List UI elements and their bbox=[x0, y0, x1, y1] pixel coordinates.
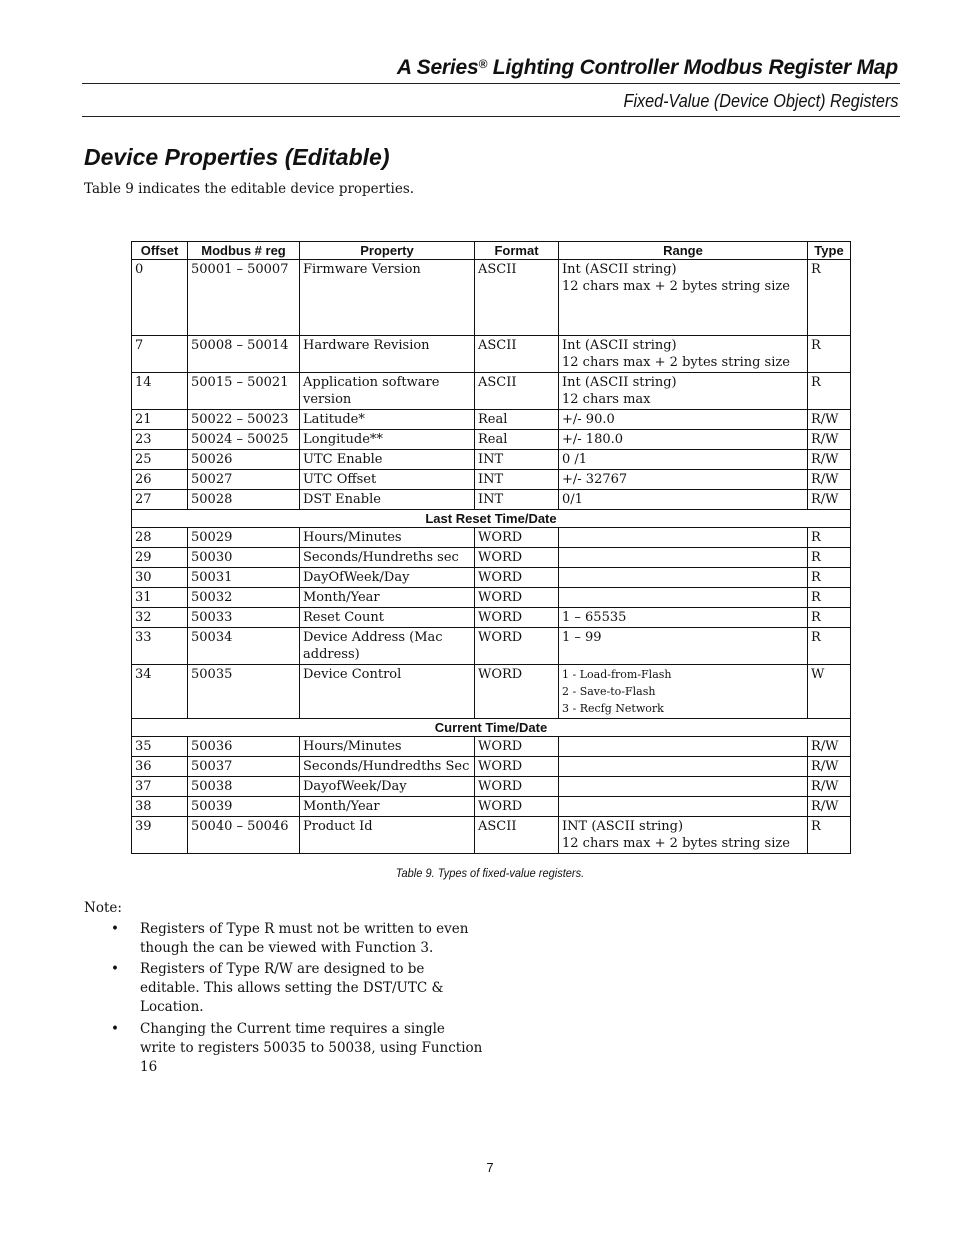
cell-modbus-reg: 50024 – 50025 bbox=[188, 430, 300, 450]
cell-modbus-reg: 50035 bbox=[188, 665, 300, 719]
range-line: Int (ASCII string) bbox=[562, 262, 677, 277]
cell-offset: 38 bbox=[132, 797, 188, 817]
column-header-format: Format bbox=[475, 242, 559, 260]
cell-modbus-reg: 50033 bbox=[188, 608, 300, 628]
cell-range bbox=[559, 757, 808, 777]
note-text: Registers of Type R must not be written to even though the can be viewed with Function 3. bbox=[140, 921, 469, 956]
cell-offset: 36 bbox=[132, 757, 188, 777]
cell-type: R bbox=[808, 817, 851, 854]
note-item bbox=[84, 920, 484, 958]
range-line: +/- 32767 bbox=[562, 472, 628, 487]
cell-format: WORD bbox=[475, 588, 559, 608]
cell-modbus-reg: 50029 bbox=[188, 528, 300, 548]
cell-range bbox=[559, 430, 808, 450]
table-row bbox=[132, 450, 851, 470]
cell-format: ASCII bbox=[475, 336, 559, 373]
table-row bbox=[132, 260, 851, 336]
cell-format: WORD bbox=[475, 797, 559, 817]
table-row bbox=[132, 665, 851, 719]
cell-property: Hours/Minutes bbox=[300, 528, 475, 548]
note-item bbox=[84, 960, 484, 1017]
cell-format: WORD bbox=[475, 665, 559, 719]
table-row bbox=[132, 568, 851, 588]
cell-offset: 30 bbox=[132, 568, 188, 588]
cell-modbus-reg: 50040 – 50046 bbox=[188, 817, 300, 854]
cell-offset: 7 bbox=[132, 336, 188, 373]
cell-type: R bbox=[808, 548, 851, 568]
table-row bbox=[132, 528, 851, 548]
cell-offset: 35 bbox=[132, 737, 188, 757]
cell-range bbox=[559, 490, 808, 510]
cell-property: UTC Offset bbox=[300, 470, 475, 490]
cell-type: R bbox=[808, 373, 851, 410]
cell-format: WORD bbox=[475, 757, 559, 777]
cell-offset: 33 bbox=[132, 628, 188, 665]
cell-offset: 31 bbox=[132, 588, 188, 608]
table-caption: Table 9. Types of fixed-value registers. bbox=[395, 866, 585, 880]
document-header-title bbox=[397, 56, 898, 80]
range-line: 12 chars max + 2 bytes string size bbox=[562, 355, 790, 370]
cell-format: WORD bbox=[475, 608, 559, 628]
cell-range bbox=[559, 568, 808, 588]
note-label: Note: bbox=[84, 900, 122, 916]
page-number: 7 bbox=[486, 1160, 494, 1175]
table-row bbox=[132, 757, 851, 777]
cell-modbus-reg: 50028 bbox=[188, 490, 300, 510]
header-rule-top bbox=[82, 83, 900, 84]
range-line: 3 - Recfg Network bbox=[562, 702, 664, 715]
cell-type: R/W bbox=[808, 430, 851, 450]
range-line: INT (ASCII string) bbox=[562, 819, 684, 834]
range-line: 1 - Load-from-Flash bbox=[562, 668, 672, 681]
cell-format: WORD bbox=[475, 528, 559, 548]
section-intro: Table 9 indicates the editable device properties. bbox=[84, 181, 415, 197]
bullet-icon: • bbox=[111, 921, 119, 937]
range-line: +/- 90.0 bbox=[562, 412, 615, 427]
cell-property: Month/Year bbox=[300, 588, 475, 608]
range-line: 12 chars max + 2 bytes string size bbox=[562, 836, 790, 851]
cell-property: Hours/Minutes bbox=[300, 737, 475, 757]
register-table bbox=[131, 241, 851, 854]
cell-type: R bbox=[808, 588, 851, 608]
cell-range bbox=[559, 797, 808, 817]
cell-property: DST Enable bbox=[300, 490, 475, 510]
group-heading: Current Time/Date bbox=[132, 719, 851, 737]
bullet-icon: • bbox=[111, 1021, 119, 1037]
cell-range bbox=[559, 260, 808, 336]
cell-format: INT bbox=[475, 490, 559, 510]
register-table-body bbox=[132, 260, 851, 854]
cell-property: Product Id bbox=[300, 817, 475, 854]
cell-property: DayofWeek/Day bbox=[300, 777, 475, 797]
header-title-suffix: Lighting Controller Modbus Register Map bbox=[487, 56, 898, 79]
table-row bbox=[132, 797, 851, 817]
range-line: 0 /1 bbox=[562, 452, 588, 467]
note-text: Registers of Type R/W are designed to be editable. This allows setting the DST/UTC & Location. bbox=[140, 961, 444, 1015]
cell-offset: 34 bbox=[132, 665, 188, 719]
cell-type: R/W bbox=[808, 757, 851, 777]
cell-range bbox=[559, 410, 808, 430]
cell-modbus-reg: 50030 bbox=[188, 548, 300, 568]
cell-range bbox=[559, 665, 808, 719]
cell-format: WORD bbox=[475, 737, 559, 757]
cell-modbus-reg: 50036 bbox=[188, 737, 300, 757]
note-text: Changing the Current time requires a single write to registers 50035 to 50038, using Function 16 bbox=[140, 1021, 483, 1075]
range-line: 12 chars max + 2 bytes string size bbox=[562, 279, 790, 294]
cell-property: Month/Year bbox=[300, 797, 475, 817]
cell-offset: 0 bbox=[132, 260, 188, 336]
cell-type: R bbox=[808, 568, 851, 588]
range-line: Int (ASCII string) bbox=[562, 338, 677, 353]
cell-modbus-reg: 50008 – 50014 bbox=[188, 336, 300, 373]
cell-offset: 25 bbox=[132, 450, 188, 470]
cell-property: Device Address (Mac address) bbox=[300, 628, 475, 665]
cell-range bbox=[559, 470, 808, 490]
cell-modbus-reg: 50022 – 50023 bbox=[188, 410, 300, 430]
range-line: Int (ASCII string) bbox=[562, 375, 677, 390]
table-group-row bbox=[132, 719, 851, 737]
table-header-row bbox=[132, 242, 851, 260]
cell-range bbox=[559, 608, 808, 628]
bullet-icon: • bbox=[111, 961, 119, 977]
cell-format: WORD bbox=[475, 568, 559, 588]
cell-range bbox=[559, 588, 808, 608]
cell-type: R bbox=[808, 260, 851, 336]
table-row bbox=[132, 628, 851, 665]
cell-format: INT bbox=[475, 450, 559, 470]
cell-modbus-reg: 50038 bbox=[188, 777, 300, 797]
cell-modbus-reg: 50032 bbox=[188, 588, 300, 608]
cell-type: R/W bbox=[808, 490, 851, 510]
range-line: 2 - Save-to-Flash bbox=[562, 685, 656, 698]
cell-format: WORD bbox=[475, 628, 559, 665]
cell-modbus-reg: 50027 bbox=[188, 470, 300, 490]
table-row bbox=[132, 737, 851, 757]
range-line: 12 chars max bbox=[562, 392, 651, 407]
cell-offset: 23 bbox=[132, 430, 188, 450]
cell-modbus-reg: 50001 – 50007 bbox=[188, 260, 300, 336]
cell-property: Reset Count bbox=[300, 608, 475, 628]
cell-offset: 29 bbox=[132, 548, 188, 568]
cell-property: Device Control bbox=[300, 665, 475, 719]
cell-range bbox=[559, 737, 808, 757]
cell-offset: 32 bbox=[132, 608, 188, 628]
cell-property: Seconds/Hundreths sec bbox=[300, 548, 475, 568]
cell-property: Seconds/Hundredths Sec bbox=[300, 757, 475, 777]
cell-type: R/W bbox=[808, 737, 851, 757]
range-line: +/- 180.0 bbox=[562, 432, 624, 447]
cell-range bbox=[559, 450, 808, 470]
cell-range bbox=[559, 336, 808, 373]
cell-type: R bbox=[808, 608, 851, 628]
table-group-row bbox=[132, 510, 851, 528]
cell-modbus-reg: 50015 – 50021 bbox=[188, 373, 300, 410]
cell-offset: 14 bbox=[132, 373, 188, 410]
column-header-modbus-reg: Modbus # reg bbox=[188, 242, 300, 260]
cell-offset: 27 bbox=[132, 490, 188, 510]
cell-format: INT bbox=[475, 470, 559, 490]
cell-property: Longitude** bbox=[300, 430, 475, 450]
cell-range bbox=[559, 548, 808, 568]
table-row bbox=[132, 490, 851, 510]
table-row bbox=[132, 817, 851, 854]
column-header-range: Range bbox=[559, 242, 808, 260]
cell-offset: 28 bbox=[132, 528, 188, 548]
range-line: 1 – 99 bbox=[562, 630, 602, 645]
cell-offset: 21 bbox=[132, 410, 188, 430]
cell-property: Application software version bbox=[300, 373, 475, 410]
column-header-offset: Offset bbox=[132, 242, 188, 260]
cell-range bbox=[559, 817, 808, 854]
cell-modbus-reg: 50034 bbox=[188, 628, 300, 665]
cell-type: R/W bbox=[808, 470, 851, 490]
table-row bbox=[132, 548, 851, 568]
cell-offset: 37 bbox=[132, 777, 188, 797]
range-line: 0/1 bbox=[562, 492, 583, 507]
table-row bbox=[132, 373, 851, 410]
note-item bbox=[84, 1020, 484, 1077]
header-rule-bottom bbox=[82, 116, 900, 117]
header-title-prefix: A Series bbox=[396, 56, 479, 79]
cell-offset: 26 bbox=[132, 470, 188, 490]
range-line: 1 – 65535 bbox=[562, 610, 627, 625]
cell-range bbox=[559, 373, 808, 410]
notes-list bbox=[84, 920, 484, 1079]
cell-range bbox=[559, 528, 808, 548]
cell-type: R/W bbox=[808, 797, 851, 817]
cell-format: ASCII bbox=[475, 817, 559, 854]
cell-type: W bbox=[808, 665, 851, 719]
cell-type: R/W bbox=[808, 777, 851, 797]
cell-modbus-reg: 50037 bbox=[188, 757, 300, 777]
section-title: Device Properties (Editable) bbox=[84, 144, 390, 170]
cell-offset: 39 bbox=[132, 817, 188, 854]
column-header-type: Type bbox=[808, 242, 851, 260]
cell-modbus-reg: 50039 bbox=[188, 797, 300, 817]
cell-property: Firmware Version bbox=[300, 260, 475, 336]
cell-property: Hardware Revision bbox=[300, 336, 475, 373]
table-row bbox=[132, 777, 851, 797]
cell-type: R bbox=[808, 528, 851, 548]
table-row bbox=[132, 410, 851, 430]
cell-property: Latitude* bbox=[300, 410, 475, 430]
cell-format: WORD bbox=[475, 548, 559, 568]
cell-format: Real bbox=[475, 430, 559, 450]
table-row bbox=[132, 608, 851, 628]
cell-type: R/W bbox=[808, 410, 851, 430]
cell-range bbox=[559, 628, 808, 665]
document-header-subtitle: Fixed-Value (Device Object) Registers bbox=[623, 91, 898, 111]
group-heading: Last Reset Time/Date bbox=[132, 510, 851, 528]
cell-format: Real bbox=[475, 410, 559, 430]
cell-format: ASCII bbox=[475, 260, 559, 336]
cell-format: ASCII bbox=[475, 373, 559, 410]
cell-range bbox=[559, 777, 808, 797]
cell-type: R bbox=[808, 336, 851, 373]
table-row bbox=[132, 336, 851, 373]
cell-property: DayOfWeek/Day bbox=[300, 568, 475, 588]
column-header-property: Property bbox=[300, 242, 475, 260]
cell-modbus-reg: 50026 bbox=[188, 450, 300, 470]
cell-type: R/W bbox=[808, 450, 851, 470]
cell-modbus-reg: 50031 bbox=[188, 568, 300, 588]
cell-type: R bbox=[808, 628, 851, 665]
table-row bbox=[132, 430, 851, 450]
table-row bbox=[132, 588, 851, 608]
registered-mark: ® bbox=[478, 57, 488, 71]
cell-format: WORD bbox=[475, 777, 559, 797]
table-row bbox=[132, 470, 851, 490]
cell-property: UTC Enable bbox=[300, 450, 475, 470]
